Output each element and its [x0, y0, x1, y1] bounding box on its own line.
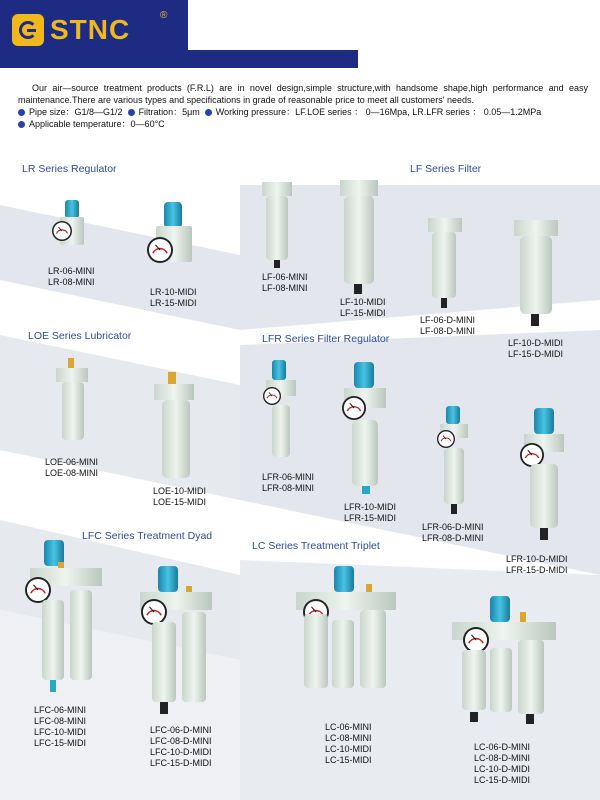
model-label-group	[262, 272, 308, 294]
model-label: LFR-15-D-MIDI	[506, 565, 568, 575]
model-label: LFR-06-D-MINI	[422, 522, 484, 532]
model-label: LC-10-MIDI	[325, 744, 372, 754]
model-label: LFR-10-MIDI	[344, 502, 397, 512]
spec-temperature: Applicable temperature：0—60°C	[29, 119, 165, 129]
model-label: LC-06-D-MINI	[474, 742, 531, 752]
model-label-group	[150, 287, 197, 309]
model-label: LFC-15-D-MIDI	[150, 758, 212, 768]
model-label: LFC-10-MIDI	[34, 727, 87, 737]
lr-mini-regulator	[52, 200, 84, 245]
model-label-group	[34, 705, 86, 749]
model-label: LR-10-MIDI	[150, 287, 197, 297]
model-label: LR-08-MINI	[48, 277, 95, 287]
lr-section-title: LR Series Regulator	[22, 163, 117, 175]
model-label-group	[325, 722, 372, 766]
model-label-group	[508, 338, 563, 360]
model-label: LC-08-D-MINI	[474, 753, 531, 763]
lf-section-title: LF Series Filter	[410, 163, 482, 175]
lfr-d-mini-filter-regulator	[437, 406, 468, 514]
model-label: LFC-10-D-MIDI	[150, 747, 212, 757]
model-label: LC-15-D-MIDI	[474, 775, 531, 785]
spec-working-pressure: Working pressure：LF.LOE series ： 0—16Mpa, LR.LFR series ： 0.05—1.2MPa	[215, 107, 542, 117]
model-label-group	[420, 315, 475, 337]
model-label: LFR-10-D-MIDI	[506, 554, 568, 564]
model-label: LOE-10-MIDI	[153, 486, 207, 496]
loe-mini-lubricator	[56, 358, 88, 440]
model-label-group	[340, 297, 386, 319]
model-label-group	[48, 266, 95, 288]
model-label: LF-06-MINI	[262, 272, 308, 282]
lfc-section-title: LFC Series Treatment Dyad	[82, 530, 213, 542]
lf-midi-filter	[340, 180, 378, 294]
model-label-group	[153, 486, 206, 508]
model-label: LFR-06-MINI	[262, 472, 315, 482]
model-label: LC-06-MINI	[325, 722, 372, 732]
model-label: LFC-06-D-MINI	[150, 725, 212, 735]
model-label: LF-10-D-MIDI	[508, 338, 564, 348]
model-label: LFC-15-MIDI	[34, 738, 87, 748]
model-label: LF-15-MIDI	[340, 308, 386, 318]
model-label-group	[422, 522, 484, 544]
model-label-group	[150, 725, 212, 769]
lfr-mini-filter-regulator	[263, 360, 296, 457]
model-label-group	[262, 472, 314, 494]
lr-midi-regulator	[147, 202, 192, 263]
model-label: LF-08-D-MINI	[420, 326, 476, 336]
model-label: LC-15-MIDI	[325, 755, 372, 765]
model-label: LOE-15-MIDI	[153, 497, 207, 507]
model-label: LR-06-MINI	[48, 266, 95, 276]
model-label: LFR-08-D-MINI	[422, 533, 484, 543]
model-label: LFC-08-D-MINI	[150, 736, 212, 746]
lfr-midi-filter-regulator	[342, 362, 386, 494]
loe-midi-lubricator	[154, 372, 194, 478]
model-label: LFR-08-MINI	[262, 483, 315, 493]
model-label: LOE-08-MINI	[45, 468, 99, 478]
spec-pipe-size: Pipe size：G1/8—G1/2	[29, 107, 123, 117]
model-label-group	[344, 502, 396, 524]
brand-name: STNC	[50, 14, 131, 45]
lfr-d-midi-filter-regulator	[520, 408, 564, 540]
model-label: LF-08-MINI	[262, 283, 308, 293]
model-label: LFC-08-MINI	[34, 716, 87, 726]
lc-mini-triplet	[296, 566, 396, 688]
loe-section-title: LOE Series Lubricator	[28, 330, 132, 342]
lf-mini-filter	[262, 182, 292, 268]
model-label-group	[45, 457, 98, 479]
lfc-mini-dyad	[25, 540, 102, 692]
model-label: LR-15-MIDI	[150, 298, 197, 308]
model-label: LC-08-MINI	[325, 733, 372, 743]
model-label: LFR-15-MIDI	[344, 513, 397, 523]
model-label: LF-06-D-MINI	[420, 315, 476, 325]
lfc-d-midi-dyad	[140, 566, 212, 714]
model-label-group	[506, 554, 568, 576]
model-label: LF-15-D-MIDI	[508, 349, 564, 359]
model-label: LF-10-MIDI	[340, 297, 386, 307]
lc-section-title: LC Series Treatment Triplet	[252, 540, 380, 552]
lc-d-midi-triplet	[452, 596, 556, 724]
spec-filtration: Filtration：5μm	[138, 107, 200, 117]
model-label-group	[474, 742, 530, 786]
model-label: LC-10-D-MIDI	[474, 764, 531, 774]
lf-d-mini-filter	[428, 218, 462, 308]
model-label: LFC-06-MINI	[34, 705, 87, 715]
lfr-section-title: LFR Series Filter Regulator	[262, 333, 390, 345]
registered-mark: ®	[160, 10, 168, 21]
intro-paragraph: Our air—source treatment products (F.R.L) are in novel design,simple structure,with handsome shape,high performance and easy maintenance.There are various types and specifications in grade of reasonable price to meet all customers' needs.	[18, 83, 588, 105]
model-label: LOE-06-MINI	[45, 457, 99, 467]
lf-d-midi-filter	[514, 220, 558, 326]
